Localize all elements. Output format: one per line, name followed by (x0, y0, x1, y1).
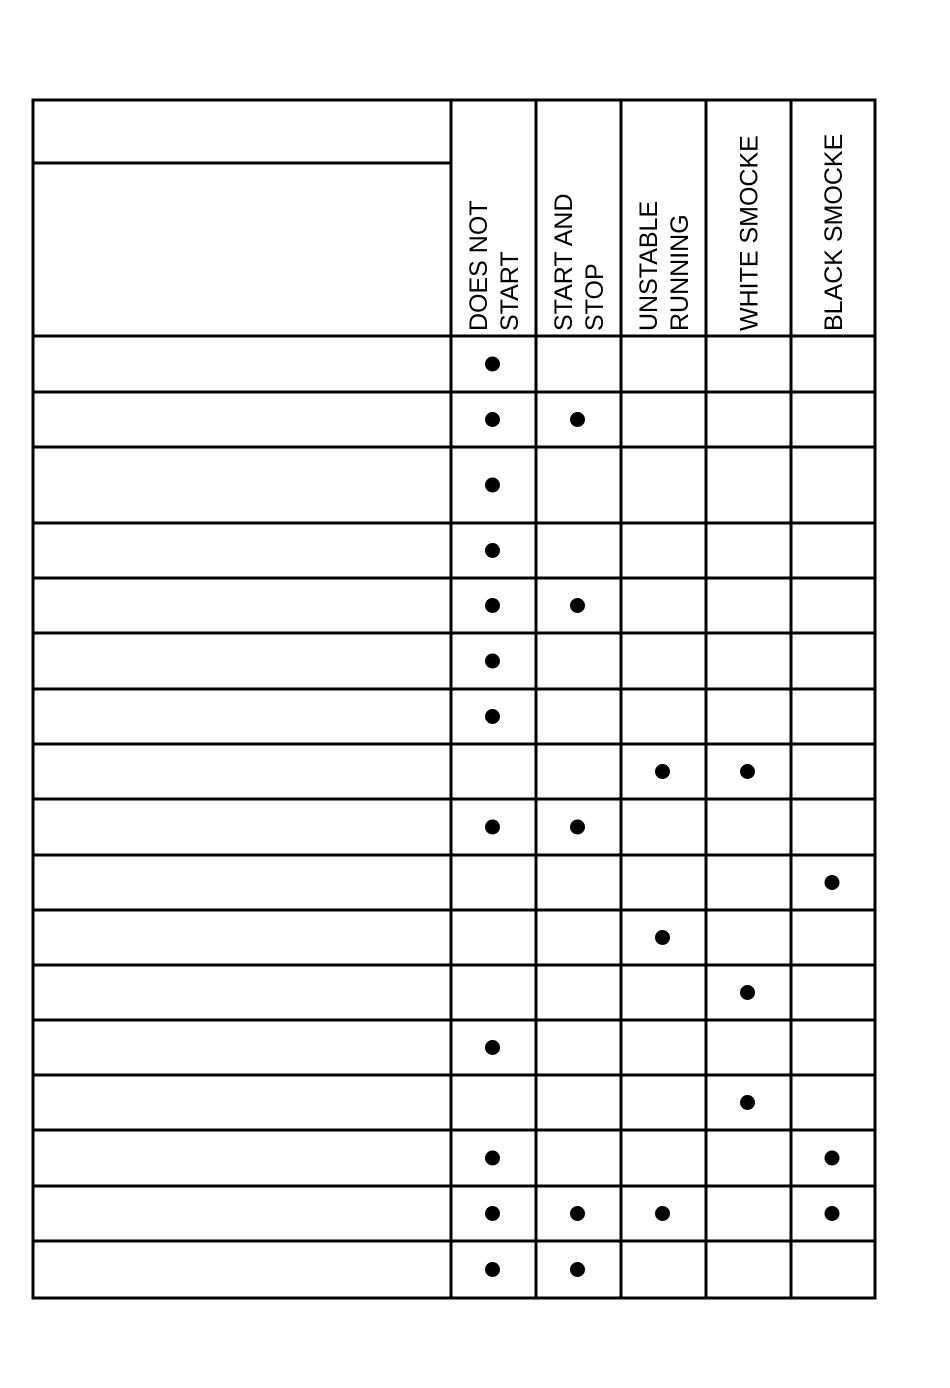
mark-dot (570, 598, 585, 613)
mark-dot (485, 412, 500, 427)
column-header (550, 193, 609, 331)
column-header-line: START AND (550, 193, 578, 331)
mark-dot (570, 820, 585, 835)
mark-dot (485, 1040, 500, 1055)
mark-dot (570, 412, 585, 427)
mark-dot (485, 654, 500, 669)
mark-dot (740, 985, 755, 1000)
column-header-line: UNSTABLE (635, 200, 663, 331)
mark-dot (485, 709, 500, 724)
column-header-line: BLACK SMOCKE (820, 133, 848, 331)
mark-dot (485, 543, 500, 558)
mark-dots (485, 357, 840, 1278)
mark-dot (485, 1151, 500, 1166)
column-header (635, 201, 694, 331)
mark-dot (655, 930, 670, 945)
column-header-line: DOES NOT (465, 200, 493, 331)
column-header-line: STOP (581, 263, 609, 331)
mark-dot (485, 1262, 500, 1277)
mark-dot (655, 1206, 670, 1221)
mark-dot (825, 1206, 840, 1221)
mark-dot (825, 875, 840, 890)
mark-dot (740, 1095, 755, 1110)
mark-dot (740, 764, 755, 779)
column-header (820, 134, 848, 331)
column-header (465, 200, 524, 331)
mark-dot (485, 478, 500, 493)
mark-dot (485, 1206, 500, 1221)
mark-dot (825, 1151, 840, 1166)
column-header (736, 135, 764, 331)
column-header-line: WHITE SMOCKE (735, 135, 764, 331)
mark-dot (570, 1206, 585, 1221)
mark-dot (485, 357, 500, 372)
column-header-line: RUNNING (666, 214, 694, 331)
mark-dot (570, 1262, 585, 1277)
column-header-line: START (496, 251, 524, 331)
mark-dot (485, 820, 500, 835)
mark-dot (655, 764, 670, 779)
mark-dot (485, 598, 500, 613)
